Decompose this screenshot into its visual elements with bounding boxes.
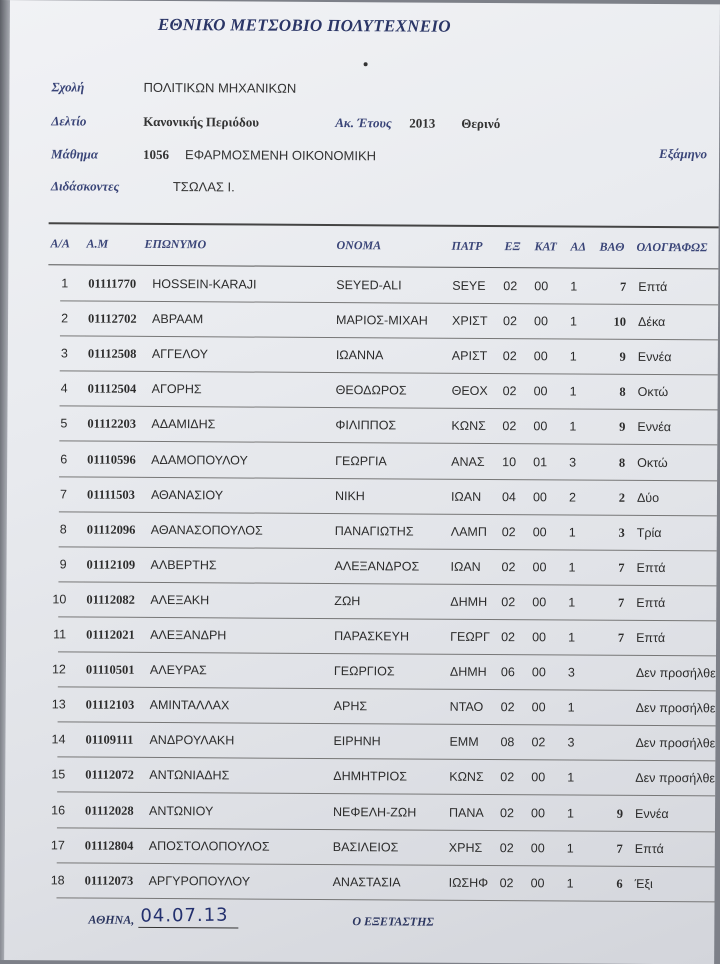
surname-cell: HOSSEIN-KARAJI [152, 277, 256, 292]
student-id-cell: 01110596 [87, 452, 136, 467]
ink-dot [364, 62, 368, 66]
surname-cell: ΑΛΕΥΡΑΣ [150, 663, 207, 677]
patronymic-cell: ΓΕΩΡΓ [450, 630, 490, 644]
institution-title: ΕΘΝΙΚΟ ΜΕΤΣΟΒΙΟ ΠΟΛΥΤΕΧΝΕΙΟ [158, 15, 451, 37]
ad-value-cell: 3 [567, 736, 574, 750]
place-label: ΑΘΗΝΑ, [88, 913, 134, 928]
ad-value-cell: 1 [569, 525, 576, 539]
grade-cell: 9 [595, 420, 625, 435]
grade-in-words-cell: Επτά [636, 631, 665, 645]
student-id-cell: 01112072 [85, 768, 134, 783]
surname-cell: ΑΔΑΜΟΠΟΥΛΟΥ [151, 452, 248, 467]
first-name-cell: ΘΕΟΔΩΡΟΣ [336, 383, 407, 397]
student-id-cell: 01111770 [88, 277, 136, 292]
ad-value-cell: 1 [570, 315, 577, 329]
grade-cell: 7 [594, 560, 624, 575]
row-index-cell: 17 [37, 838, 65, 852]
student-id-cell: 01112702 [88, 312, 137, 327]
table-row [46, 687, 720, 726]
grade-cell: 6 [593, 876, 623, 891]
surname-cell: ΑΜΙΝΤΑΛΛΑΧ [150, 698, 230, 712]
student-id-cell: 01112109 [87, 557, 136, 572]
first-name-cell: ΠΑΡΑΣΚΕΥΗ [334, 629, 409, 643]
bulletin-value: Κανονικής Περιόδου [143, 114, 259, 131]
grade-in-words-cell: Επτά [638, 280, 667, 294]
surname-cell: ΑΡΓΥΡΟΠΟΥΛΟΥ [149, 874, 251, 889]
table-row [45, 793, 720, 832]
ad-value-cell: 1 [570, 350, 577, 364]
handwritten-date: 04.07.13 [140, 905, 228, 927]
category-kat-cell: 00 [533, 560, 547, 574]
first-name-cell: ΜΑΡΙΟΣ-ΜΙΧΑΗ [336, 313, 428, 328]
semester-ex-cell: 02 [503, 279, 517, 293]
semester-ex-cell: 02 [501, 700, 515, 714]
category-kat-cell: 00 [533, 525, 547, 539]
student-id-cell: 01112028 [85, 803, 134, 818]
school-value: ΠΟΛΙΤΙΚΩΝ ΜΗΧΑΝΙΚΩΝ [143, 80, 296, 96]
category-kat-cell: 00 [534, 385, 548, 399]
surname-cell: ΑΠΟΣΤΟΛΟΠΟΥΛΟΣ [149, 839, 270, 854]
grade-in-words-cell: Δεν προσήλθε [635, 736, 715, 750]
patronymic-cell: ΔΗΜΗ [450, 595, 487, 609]
semester-ex-cell: 02 [500, 806, 514, 820]
surname-cell: ΑΘΑΝΑΣΙΟΥ [151, 488, 223, 502]
category-kat-cell: 00 [533, 420, 547, 434]
first-name-cell: ΙΩΑΝΝΑ [336, 348, 384, 362]
grade-cell: 8 [595, 455, 625, 470]
grade-cell: 9 [593, 806, 623, 821]
grade-cell: 2 [595, 490, 625, 505]
first-name-cell: ΓΕΩΡΓΙΟΣ [334, 664, 395, 678]
row-index-cell: 12 [38, 662, 66, 676]
year-value: 2013 [409, 116, 435, 132]
student-id-cell: 01112804 [85, 838, 134, 853]
ad-value-cell: 1 [568, 630, 575, 644]
patronymic-cell: ΑΡΙΣΤ [452, 349, 488, 363]
surname-cell: ΑΛΕΞΑΚΗ [150, 593, 209, 607]
first-name-cell: ΦΙΛΙΠΠΟΣ [335, 418, 396, 432]
examiner-label: Ο ΕΞΕΤΑΣΤΗΣ [352, 914, 434, 929]
category-kat-cell: 00 [531, 771, 545, 785]
semester-ex-cell: 02 [502, 525, 516, 539]
student-id-cell: 01112504 [88, 382, 137, 397]
row-index-cell: 1 [40, 276, 68, 290]
row-index-cell: 4 [40, 382, 68, 396]
grade-cell: 8 [596, 385, 626, 400]
col-idx: Α/Α [50, 236, 69, 251]
table-row [47, 477, 720, 516]
grade-cell: 3 [595, 525, 625, 540]
row-index-cell: 6 [39, 452, 67, 466]
grade-cell: 7 [596, 280, 626, 295]
category-kat-cell: 00 [531, 841, 545, 855]
grade-in-words-cell: Εννέα [635, 806, 669, 820]
category-kat-cell: 00 [532, 700, 546, 714]
table-row [45, 828, 720, 867]
col-words: ΟΛΟΓΡΑΦΩΣ [636, 240, 707, 255]
student-id-cell: 01112508 [88, 347, 137, 362]
first-name-cell: ΖΩΗ [334, 594, 360, 608]
first-name-cell: ΝΕΦΕΛΗ-ΖΩΗ [333, 805, 416, 820]
surname-cell: ΑΛΕΞΑΝΔΡΗ [150, 628, 226, 642]
patronymic-cell: ΔΗΜΗ [450, 665, 487, 679]
grade-in-words-cell: Επτά [635, 841, 664, 855]
bulletin-label: Δελτίο [51, 113, 86, 129]
patronymic-cell: ΑΝΑΣ [451, 454, 485, 468]
page-edge-shadow [0, 0, 10, 960]
table-row [48, 372, 720, 411]
category-kat-cell: 02 [531, 736, 545, 750]
grade-in-words-cell: Οκτώ [637, 455, 668, 469]
semester-ex-cell: 08 [500, 735, 514, 749]
row-index-cell: 9 [39, 557, 67, 571]
table-row [45, 863, 720, 902]
semester-ex-cell: 02 [503, 314, 517, 328]
student-id-cell: 01110501 [86, 663, 135, 678]
grade-in-words-cell: Δεν προσήλθε [635, 771, 715, 785]
row-index-cell: 7 [39, 487, 67, 501]
grade-in-words-cell: Δεν προσήλθε [636, 666, 716, 680]
grade-in-words-cell: Επτά [637, 561, 666, 575]
first-name-cell: ΕΙΡΗΝΗ [333, 734, 380, 748]
student-id-cell: 01109111 [85, 733, 133, 748]
course-code: 1056 [143, 147, 169, 163]
course-label: Μάθημα [51, 146, 98, 162]
semester-ex-cell: 02 [502, 560, 516, 574]
student-id-cell: 01111503 [87, 487, 135, 502]
row-index-cell: 5 [39, 417, 67, 431]
grade-in-words-cell: Έξι [635, 877, 653, 891]
patronymic-cell: ΠΑΝΑ [449, 805, 484, 819]
category-kat-cell: 00 [534, 279, 548, 293]
surname-cell: ΑΝΤΩΝΙΑΔΗΣ [149, 768, 229, 782]
patronymic-cell: SEYE [452, 279, 485, 293]
patronymic-cell: ΘΕΟΧ [452, 384, 488, 398]
row-index-cell: 13 [38, 697, 66, 711]
grade-in-words-cell: Δέκα [638, 315, 665, 329]
ad-value-cell: 1 [568, 595, 575, 609]
row-divider [57, 897, 720, 902]
category-kat-cell: 00 [531, 876, 545, 890]
ad-value-cell: 1 [567, 806, 574, 820]
semester-ex-cell: 10 [502, 455, 516, 469]
patronymic-cell: ΧΡΗΣ [449, 840, 483, 854]
category-kat-cell: 01 [533, 455, 547, 469]
year-label: Ακ. Έτους [335, 115, 392, 131]
category-kat-cell: 00 [534, 349, 548, 363]
surname-cell: ΑΝΔΡΟΥΛΑΚΗ [149, 733, 234, 748]
date-underline [138, 927, 238, 929]
category-kat-cell: 00 [534, 314, 548, 328]
grade-cell: 10 [596, 315, 626, 330]
patronymic-cell: ΚΩΝΣ [449, 770, 484, 784]
semester-ex-cell: 02 [501, 630, 515, 644]
semester-ex-cell: 02 [500, 770, 514, 784]
category-kat-cell: 00 [532, 630, 546, 644]
semester-ex-cell: 04 [502, 490, 516, 504]
table-row [46, 652, 720, 691]
patronymic-cell: ΧΡΙΣΤ [452, 314, 488, 328]
table-row [46, 617, 720, 656]
semester-ex-cell: 02 [500, 841, 514, 855]
grade-cell: 9 [596, 350, 626, 365]
surname-cell: ΑΓΓΕΛΟΥ [152, 347, 208, 361]
col-name: ΟΝΟΜΑ [336, 238, 381, 253]
first-name-cell: ΔΗΜΗΤΡΙΟΣ [333, 769, 407, 783]
grade-in-words-cell: Τρία [637, 526, 662, 540]
ad-value-cell: 1 [567, 876, 574, 890]
patronymic-cell: ΙΩΣΗΦ [449, 875, 489, 889]
patronymic-cell: ΛΑΜΠ [451, 524, 487, 538]
row-index-cell: 8 [39, 522, 67, 536]
table-row [47, 512, 720, 551]
col-ad: ΑΔ [570, 239, 586, 254]
ad-value-cell: 3 [568, 666, 575, 680]
grade-in-words-cell: Επτά [636, 596, 665, 610]
first-name-cell: ΒΑΣΙΛΕΙΟΣ [333, 840, 399, 854]
table-row [48, 336, 720, 375]
patronymic-cell: ΙΩΑΝ [451, 489, 481, 503]
first-name-cell: ΓΕΩΡΓΙΑ [335, 454, 387, 468]
first-name-cell: SEYED-ALI [336, 278, 401, 292]
patronymic-cell: ΙΩΑΝ [451, 560, 481, 574]
table-row [47, 407, 720, 446]
surname-cell: ΑΘΑΝΑΣΟΠΟΥΛΟΣ [151, 523, 263, 538]
surname-cell: ΑΒΡΑΑΜ [152, 312, 203, 326]
student-id-cell: 01112082 [86, 592, 135, 607]
row-index-cell: 18 [37, 873, 65, 887]
table-row [48, 266, 720, 305]
category-kat-cell: 00 [532, 595, 546, 609]
semester-ex-cell: 02 [501, 595, 515, 609]
col-grade: ΒΑΘ [599, 240, 624, 255]
patronymic-cell: ΝΤΑΟ [450, 700, 484, 714]
category-kat-cell: 00 [531, 806, 545, 820]
student-rows [0, 0, 720, 4]
student-id-cell: 01112103 [86, 698, 135, 713]
row-index-cell: 10 [38, 592, 66, 606]
surname-cell: ΑΝΤΩΝΙΟΥ [149, 803, 213, 817]
col-kat: ΚΑΤ [534, 239, 556, 254]
semester-ex-cell: 02 [503, 349, 517, 363]
semester-ex-cell: 02 [503, 384, 517, 398]
grade-cell: 7 [594, 631, 624, 646]
row-index-cell: 11 [38, 627, 66, 641]
semester-ex-cell: 02 [500, 876, 514, 890]
grade-in-words-cell: Δύο [637, 490, 659, 504]
col-surname: ΕΠΩΝΥΜΟ [144, 237, 206, 252]
surname-cell: ΑΓΟΡΗΣ [152, 382, 202, 396]
grade-in-words-cell: Εννέα [637, 420, 671, 434]
ad-value-cell: 1 [567, 771, 574, 785]
first-name-cell: ΑΡΗΣ [334, 699, 368, 713]
table-row [45, 723, 720, 762]
col-ex: ΕΞ [504, 239, 520, 254]
category-kat-cell: 00 [533, 490, 547, 504]
patronymic-cell: ΚΩΝΣ [451, 419, 486, 433]
student-id-cell: 01112021 [86, 628, 135, 643]
semester-ex-cell: 02 [502, 419, 516, 433]
table-row [45, 758, 720, 797]
grade-cell: 7 [594, 596, 624, 611]
first-name-cell: ΑΛΕΞΑΝΔΡΟΣ [335, 559, 420, 574]
row-index-cell: 3 [40, 346, 68, 360]
col-am: Α.Μ [86, 237, 108, 252]
surname-cell: ΑΛΒΕΡΤΗΣ [151, 558, 217, 572]
semester-label: Εξάμηνο [659, 146, 707, 162]
category-kat-cell: 00 [532, 665, 546, 679]
first-name-cell: ΠΑΝΑΓΙΩΤΗΣ [335, 524, 414, 538]
ad-value-cell: 1 [570, 279, 577, 293]
surname-cell: ΑΔΑΜΙΔΗΣ [151, 417, 215, 431]
grade-in-words-cell: Δεν προσήλθε [636, 701, 716, 715]
ad-value-cell: 1 [569, 420, 576, 434]
grade-in-words-cell: Εννέα [638, 350, 672, 364]
student-id-cell: 01112096 [87, 522, 136, 537]
ad-value-cell: 2 [569, 490, 576, 504]
table-row [46, 547, 720, 586]
instructors-label: Διδάσκοντες [51, 178, 120, 194]
season-value: Θερινό [461, 116, 500, 132]
table-row [48, 301, 720, 340]
ad-value-cell: 1 [568, 701, 575, 715]
grade-cell: 7 [593, 841, 623, 856]
table-row [47, 442, 720, 481]
ad-value-cell: 1 [567, 841, 574, 855]
table-row [46, 582, 720, 621]
student-id-cell: 01112073 [85, 873, 134, 888]
ad-value-cell: 3 [569, 455, 576, 469]
school-label: Σχολή [51, 79, 84, 95]
row-index-cell: 14 [37, 733, 65, 747]
row-index-cell: 2 [40, 311, 68, 325]
patronymic-cell: ΕΜΜ [449, 735, 478, 749]
table-top-rule [49, 222, 720, 228]
instructors-value: ΤΣΩΛΑΣ Ι. [173, 179, 235, 194]
row-index-cell: 15 [37, 768, 65, 782]
first-name-cell: ΝΙΚΗ [335, 489, 365, 503]
ad-value-cell: 1 [570, 385, 577, 399]
semester-ex-cell: 06 [501, 665, 515, 679]
ad-value-cell: 1 [569, 560, 576, 574]
col-patronymic: ΠΑΤΡ [451, 239, 482, 254]
student-id-cell: 01112203 [87, 417, 136, 432]
grade-in-words-cell: Οκτώ [638, 385, 669, 399]
course-name: ΕΦΑΡΜΟΣΜΕΝΗ ΟΙΚΟΝΟΜΙΚΗ [185, 147, 376, 163]
first-name-cell: ΑΝΑΣΤΑΣΙΑ [333, 875, 401, 889]
row-index-cell: 16 [37, 803, 65, 817]
